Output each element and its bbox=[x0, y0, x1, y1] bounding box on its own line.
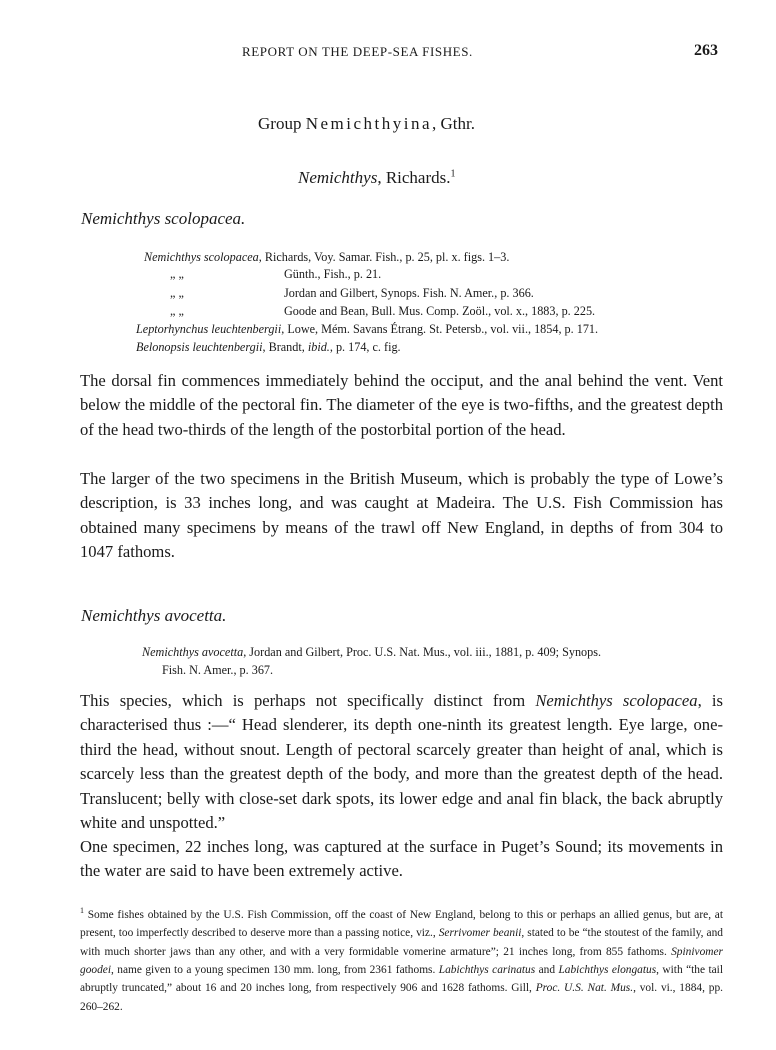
synonym-name: Nemichthys avocetta bbox=[142, 645, 244, 659]
footnote-text: and bbox=[535, 964, 559, 977]
species-reference: Nemichthys scolopacea bbox=[535, 691, 698, 710]
synonym-reference: , Lowe, Mém. Savans Étrang. St. Petersb., vol. vii., 1854, p. 171. bbox=[281, 322, 599, 336]
synonymy-line bbox=[170, 286, 534, 301]
synonymy-line bbox=[142, 645, 601, 660]
group-prefix: Group bbox=[258, 114, 302, 133]
characterisation-text: This species, which is perhaps not specifically distinct from bbox=[80, 691, 536, 710]
synonymy-line bbox=[170, 267, 381, 282]
specimens-paragraph bbox=[80, 467, 723, 565]
synonym-reference: Fish. N. Amer., p. 367. bbox=[162, 663, 274, 677]
synonymy-line bbox=[162, 663, 273, 678]
footnote-text: , stated to be “the stoutest of the family, and with much shorter jaws than any other, and with a very formidable vomerine armature”; 21 inches long, from 855 fathoms. bbox=[80, 927, 723, 958]
footnote-species: Labichthys elongatus bbox=[558, 964, 657, 977]
synonymy-line bbox=[144, 250, 509, 265]
genus-authority: , Richards. bbox=[377, 168, 451, 187]
synonym-reference: , p. 174, c. fig. bbox=[329, 340, 401, 354]
synonymy-line bbox=[170, 304, 595, 319]
synonym-name: Belonopsis leuchtenbergii bbox=[136, 340, 263, 354]
group-name: Nemichthyina bbox=[305, 114, 433, 133]
species-heading-avocetta: Nemichthys avocetta. bbox=[81, 606, 227, 625]
synonymy-line bbox=[136, 340, 401, 355]
footnote bbox=[80, 902, 723, 1016]
synonym-reference: Günth., Fish., p. 21. bbox=[284, 267, 382, 281]
synonym-reference: , Jordan and Gilbert, Proc. U.S. Nat. Mus., vol. iii., 1881, p. 409; Synops. bbox=[243, 645, 602, 659]
group-heading bbox=[258, 114, 475, 134]
group-authority: , Gthr. bbox=[432, 114, 475, 133]
synonym-reference: Goode and Bean, Bull. Mus. Comp. Zoöl., vol. x., 1883, p. 225. bbox=[284, 304, 596, 318]
synonym-name: Nemichthys scolopacea bbox=[144, 250, 259, 264]
synonym-ibid: ibid. bbox=[307, 340, 330, 354]
footnote-citation: Proc. U.S. Nat. Mus. bbox=[535, 982, 634, 995]
specimens-text: The larger of the two specimens in the British Museum, which is probably the type of Lowe’s description, is 33 inches long, and was caught at Madeira. The U.S. Fish Commission has obtained many specimens by means of the trawl off New England, in depths of from 304 to 1047 fathoms. bbox=[80, 469, 723, 562]
footnote-species: Spinivomer goodei bbox=[80, 945, 723, 977]
specimen-paragraph bbox=[80, 835, 723, 884]
running-head: REPORT ON THE DEEP-SEA FISHES. bbox=[242, 44, 473, 59]
footnote-text: , with “the tail abruptly truncated,” about 16 and 20 inches long, from respectively 906 and 1628 fathoms. Gill, bbox=[80, 964, 723, 995]
ditto-marks: „ „ bbox=[170, 267, 184, 281]
footnote-text: , name given to a young specimen 130 mm. long, from 2361 fathoms. bbox=[111, 964, 439, 977]
synonymy-line bbox=[136, 322, 598, 337]
footnote-mark: 1 bbox=[80, 906, 84, 915]
specimen-text: One specimen, 22 inches long, was captured at the surface in Puget’s Sound; its movements in the water are said to have been extremely active. bbox=[80, 837, 723, 881]
synonym-name: Leptorhynchus leuchtenbergii bbox=[136, 322, 282, 336]
ditto-marks: „ „ bbox=[170, 286, 184, 300]
footnote-text: , vol. vi., 1884, pp. 260–262. bbox=[80, 982, 723, 1013]
description-paragraph bbox=[80, 369, 723, 442]
footnote-species: Serrivomer beanii bbox=[438, 927, 522, 940]
footnote-species: Labichthys carinatus bbox=[438, 964, 536, 977]
genus-heading bbox=[298, 168, 456, 188]
footnote-text: Some fishes obtained by the U.S. Fish Commission, off the coast of New England, belong to this or perhaps an allied genus, but are, at present, too imperfectly described to deserve more than a passing notice, viz., bbox=[80, 908, 723, 940]
synonym-reference: , Brandt, bbox=[262, 340, 308, 354]
footnote-ref: 1 bbox=[450, 168, 456, 180]
description-text: The dorsal fin commences immediately behind the occiput, and the anal behind the vent. Vent below the middle of the pectoral fin. The diameter of the eye is two-fifths, and the greatest depth of the head two-thirds of the length of the postorbital portion of the head. bbox=[80, 371, 723, 439]
synonym-reference: Jordan and Gilbert, Synops. Fish. N. Amer., p. 366. bbox=[284, 286, 534, 300]
page-number: 263 bbox=[694, 42, 718, 59]
synonym-reference: , Richards, Voy. Samar. Fish., p. 25, pl. x. figs. 1–3. bbox=[258, 250, 510, 264]
ditto-marks: „ „ bbox=[170, 304, 184, 318]
characterisation-text: , is characterised thus :—“ Head slenderer, its depth one-ninth its greatest length. Eye large, one-third the head, without snout. Length of pectoral scarcely greater than height of anal, which is scarcely less than the greatest depth of the body, and more than the greatest depth of the head. Translucent; belly with close-set dark spots, its lower edge and anal fin black, the back abruptly white and unspotted.” bbox=[80, 691, 723, 833]
species-heading-scolopacea: Nemichthys scolopacea. bbox=[81, 209, 246, 228]
characterisation-paragraph bbox=[80, 689, 723, 835]
genus-name: Nemichthys bbox=[298, 168, 378, 187]
